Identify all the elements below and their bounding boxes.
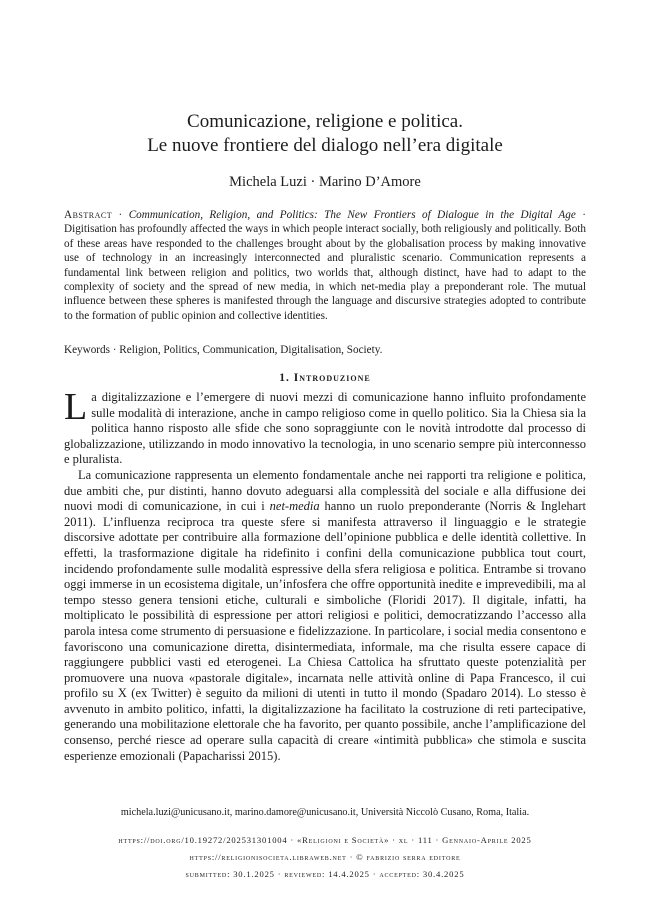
doi-line: https://doi.org/10.19272/202531301004 · «Religioni e Società» · xl · 111 · Gennaio-Aprile 2025 xyxy=(118,835,532,845)
abstract xyxy=(64,208,586,323)
abstract-separator: · xyxy=(112,209,129,221)
keywords: Keywords · Religion, Politics, Communication, Digitalisation, Society. xyxy=(64,344,383,356)
section-title: Introduzione xyxy=(293,372,371,384)
paragraph-2-part-2: hanno un ruolo preponderante (Norris & Inglehart 2011). L’influenza reciproca tra queste sfere si manifesta attraverso il linguaggio e le strategie discorsive adottate per contribuire alla formazione dell’opinione pubblica e delle identità collettive. In effetti, la trasformazione digitale ha ridefinito i confini della comunicazione pubblica tout court, incidendo profondamente sulle modalità espressive della sfera religiosa e politica. Entrambe si trovano oggi immerse in un ecosistema digitale, un’infosfera che offre opportunità inedite e imprevedibili, ma al tempo stesso genera tensioni etiche, culturali e simboliche (Floridi 2017). Il digitale, infatti, ha moltiplicato le possibilità di espressione per attori religiosi e politici, democratizzando l’accesso alla parola intesa come strumento di persuasione e fidelizzazione. In particolare, i social media consentono e favoriscono una comunicazione diretta, disintermediata, informale, ma che risulta essere capace di raggiungere pubblici vasti ed eterogenei. La Chiesa Cattolica ha sfruttato queste potenzialità per promuovere una nuova «pastorale digitale», incarnata nelle attività online di Papa Francesco, il cui profilo su X (ex Twitter) è seguito da milioni di utenti in tutto il mondo (Spadaro 2014). Lo stesso è avvenuto in ambito politico, infatti, la digitalizzazione ha facilitato la costruzione di reti partecipative, generando una mobilitazione elettorale che ha favorito, per quanto possibile, anche l’amplificazione del consenso, perché riesce ad operare sulla capacità di creare «intimità pubblica» che stimola e suscita esperienze emozionali (Papacharissi 2015). xyxy=(64,499,586,763)
section-heading xyxy=(64,372,586,384)
abstract-text: Digitisation has profoundly affected the ways in which people interact socially, both religiously and politically. Both of these areas have responded to the challenges brought about by the globalisation process by making innovative use of technology in an increasingly interconnected and pluralistic scenario. Communication represents a fundamental link between religion and politics, two worlds that, although distinct, have had to adapt to the complexity of society and the spread of new media, in which net-media play a preponderant role. The mutual influence between these spheres is manifested through the language and discursive strategies adopted to contribute to the formation of public opinion and collective identities. xyxy=(64,223,586,322)
abstract-separator-2: · xyxy=(575,209,586,221)
dates-line: submitted: 30.1.2025 · reviewed: 14.4.2025 · accepted: 30.4.2025 xyxy=(185,869,465,879)
paragraph-2 xyxy=(64,468,586,764)
paragraph-1-text: a digitalizzazione e l’emergere di nuovi mezzi di comunicazione hanno influito profondamente sulle modalità di interazione, anche in campo religioso come in quello politico. Sia la Chiesa sia la politica hanno risposto alle sfide che sono sopraggiunte con le novità introdotte dal processo di globalizzazione, utilizzando in modo innovativo la tecnologia, in uno scenario sempre più interconnesso e pluralista. xyxy=(64,390,586,467)
abstract-english-title: Communication, Religion, and Politics: The New Frontiers of Dialogue in the Digital Age xyxy=(128,209,576,221)
paragraph-2-italic: net-media xyxy=(269,499,320,514)
authors: Michela Luzi · Marino D’Amore xyxy=(229,174,421,190)
paragraph-2-part-1: La comunicazione rappresenta un elemento fondamentale anche nei rapporti tra religione e politica, due ambiti che, pur distinti, hanno dovuto adeguarsi alla complessità del sociale e alla diffusione dei nuovi modi di comunicazione, in cui i xyxy=(64,467,586,514)
drop-cap: L xyxy=(64,386,88,428)
author-affiliation-footnote: michela.luzi@unicusano.it, marino.damore@unicusano.it, Università Niccolò Cusano, Roma, Italia. xyxy=(120,807,530,818)
abstract-label: Abstract xyxy=(64,209,113,221)
article-title xyxy=(64,110,586,158)
paragraph-1 xyxy=(64,386,586,468)
title-line-2: Le nuove frontiere del dialogo nell’era digitale xyxy=(147,135,503,156)
body-text xyxy=(64,386,586,764)
publisher-line: https://religionisocieta.libraweb.net · © fabrizio serra editore xyxy=(189,852,461,862)
title-line-1: Comunicazione, religione e politica. xyxy=(187,111,463,132)
section-number: 1. xyxy=(279,372,290,384)
